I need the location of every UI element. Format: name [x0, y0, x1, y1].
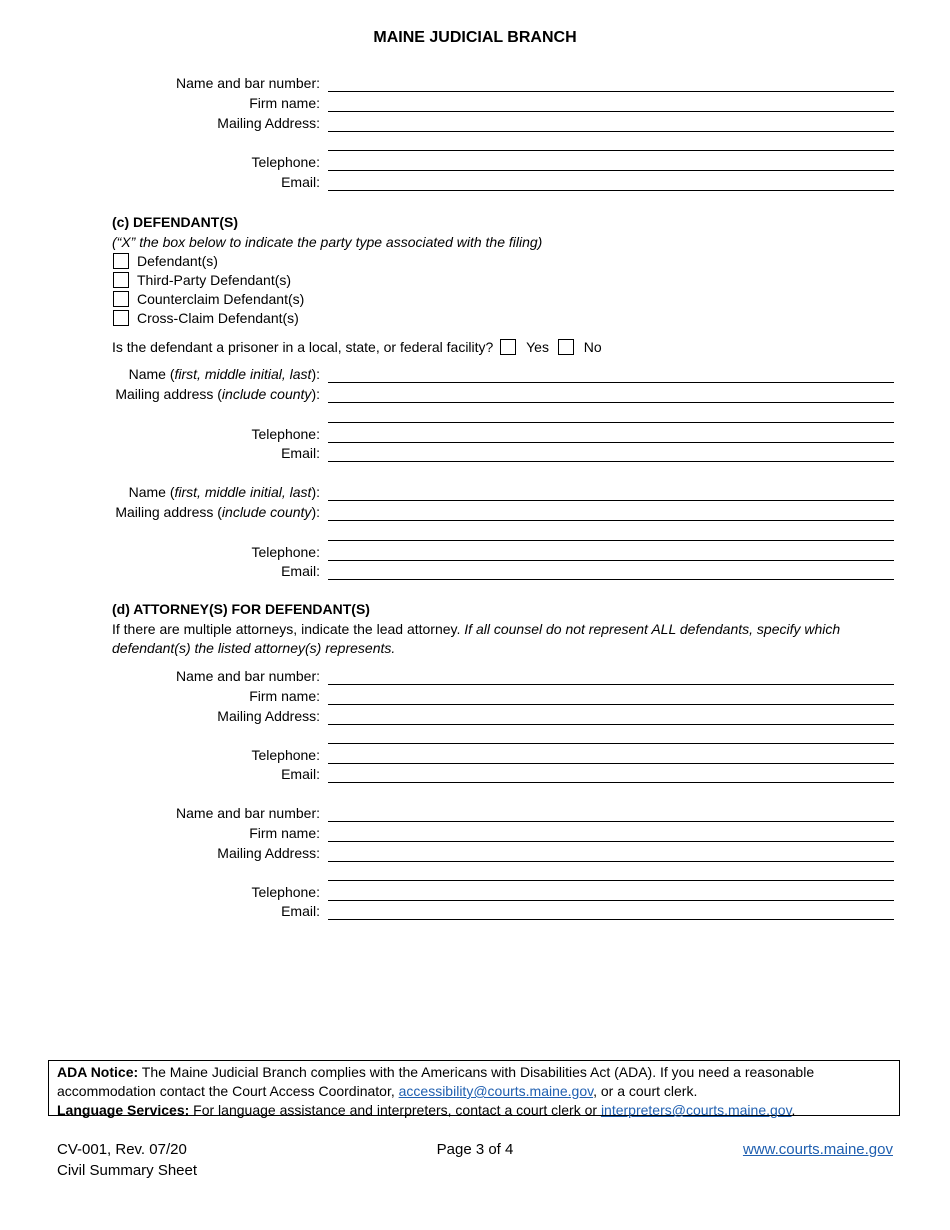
defendant-checkbox[interactable]: [113, 253, 129, 269]
def-attorney-1-name-bar-label: Name and bar number:: [176, 668, 320, 684]
def-attorney-1-mailing-field-2[interactable]: [328, 743, 894, 744]
defendant-2-email-field[interactable]: [328, 579, 894, 580]
defendant-2-telephone-label: Telephone:: [251, 544, 320, 560]
def-attorney-1-email-field[interactable]: [328, 782, 894, 783]
ada-notice-box: [48, 1060, 900, 1116]
page-title: MAINE JUDICIAL BRANCH: [373, 29, 577, 46]
defendant-2-email-label: Email:: [281, 563, 320, 579]
form-name: Civil Summary Sheet: [57, 1162, 198, 1179]
name-bar-label: Name and bar number:: [176, 75, 320, 91]
telephone-label: Telephone:: [251, 154, 320, 170]
def-attorney-2-email-label: Email:: [281, 903, 320, 919]
def-attorney-2-mailing-field-2[interactable]: [328, 880, 894, 881]
def-attorney-2-name-bar-field[interactable]: [328, 821, 894, 822]
defendant-type-row: Defendant(s): [113, 252, 218, 270]
counterclaim-defendant-row: Counterclaim Defendant(s): [113, 290, 304, 308]
cross-claim-defendant-row: Cross-Claim Defendant(s): [113, 309, 299, 327]
defendant-1-mailing-field[interactable]: [328, 402, 894, 403]
firm-name-field[interactable]: [328, 111, 894, 112]
interpreters-email-link[interactable]: interpreters@courts.maine.gov: [600, 1102, 792, 1118]
def-attorney-1-email-label: Email:: [281, 766, 320, 782]
def-attorney-2-telephone-field[interactable]: [328, 900, 894, 901]
name-bar-field[interactable]: [328, 91, 894, 92]
website-link[interactable]: www.courts.maine.gov: [742, 1141, 893, 1158]
def-attorney-2-mailing-label: Mailing Address:: [217, 845, 320, 861]
defendant-1-email-label: Email:: [281, 445, 320, 461]
defendant-2-mailing-label: Mailing address (include county):: [115, 504, 320, 520]
def-attorney-1-name-bar-field[interactable]: [328, 684, 894, 685]
def-attorney-2-name-bar-label: Name and bar number:: [176, 805, 320, 821]
defendants-instruction: (“X” the box below to indicate the party type associated with the filing): [112, 234, 543, 250]
mailing-address-field[interactable]: [328, 131, 894, 132]
mailing-address-field-2[interactable]: [328, 150, 894, 151]
third-party-defendant-checkbox[interactable]: [113, 272, 129, 288]
email-field[interactable]: [328, 190, 894, 191]
defendant-2-mailing-field[interactable]: [328, 520, 894, 521]
def-attorney-1-mailing-label: Mailing Address:: [217, 708, 320, 724]
defendant-2-name-field[interactable]: [328, 500, 894, 501]
defendant-2-name-label: Name (first, middle initial, last):: [128, 484, 320, 500]
def-attorney-2-mailing-field[interactable]: [328, 861, 894, 862]
ada-notice-line-1: ADA Notice: The Maine Judicial Branch complies with the Americans with Disabilities Act (ADA). If you need a reasonable: [57, 1064, 815, 1080]
defendant-2-mailing-field-2[interactable]: [328, 540, 894, 541]
website-link-wrap: [743, 1139, 893, 1160]
defendant-attorneys-instruction-1: If there are multiple attorneys, indicate the lead attorney. If all counsel do not represent ALL defendants, specify which: [112, 621, 841, 637]
defendant-1-telephone-field[interactable]: [328, 442, 894, 443]
defendant-1-telephone-label: Telephone:: [251, 426, 320, 442]
prisoner-no-checkbox[interactable]: [558, 339, 574, 355]
defendant-1-mailing-field-2[interactable]: [328, 422, 894, 423]
accessibility-email-link[interactable]: accessibility@courts.maine.gov: [398, 1083, 594, 1099]
firm-name-label: Firm name:: [249, 95, 320, 111]
email-label: Email:: [281, 174, 320, 190]
def-attorney-2-email-field[interactable]: [328, 919, 894, 920]
cross-claim-defendant-checkbox[interactable]: [113, 310, 129, 326]
defendant-1-mailing-label: Mailing address (include county):: [115, 386, 320, 402]
defendant-attorneys-heading: (d) ATTORNEY(S) FOR DEFENDANT(S): [112, 601, 370, 617]
defendant-1-name-label: Name (first, middle initial, last):: [128, 366, 320, 382]
def-attorney-1-firm-field[interactable]: [328, 704, 894, 705]
defendant-attorneys-instruction-2: defendant(s) the listed attorney(s) represents.: [112, 640, 396, 656]
defendants-heading: (c) DEFENDANT(S): [112, 214, 238, 230]
defendant-1-email-field[interactable]: [328, 461, 894, 462]
mailing-address-label: Mailing Address:: [217, 115, 320, 131]
page-number: Page 3 of 4: [436, 1141, 514, 1158]
ada-notice-line-2: accommodation contact the Court Access Coordinator, accessibility@courts.maine.gov, or a court clerk.: [57, 1083, 698, 1099]
prisoner-yes-checkbox[interactable]: [500, 339, 516, 355]
def-attorney-1-firm-label: Firm name:: [249, 688, 320, 704]
def-attorney-2-firm-field[interactable]: [328, 841, 894, 842]
form-id: CV-001, Rev. 07/20: [57, 1141, 187, 1158]
def-attorney-1-telephone-field[interactable]: [328, 763, 894, 764]
language-services-line: Language Services: For language assistance and interpreters, contact a court clerk or interpreters@courts.maine.gov.: [57, 1102, 796, 1118]
def-attorney-1-telephone-label: Telephone:: [251, 747, 320, 763]
def-attorney-2-telephone-label: Telephone:: [251, 884, 320, 900]
defendant-2-telephone-field[interactable]: [328, 560, 894, 561]
prisoner-question: Is the defendant a prisoner in a local, state, or federal facility? Yes No: [112, 339, 602, 355]
def-attorney-1-mailing-field[interactable]: [328, 724, 894, 725]
counterclaim-defendant-checkbox[interactable]: [113, 291, 129, 307]
third-party-defendant-row: Third-Party Defendant(s): [113, 271, 291, 289]
defendant-1-name-field[interactable]: [328, 382, 894, 383]
telephone-field[interactable]: [328, 170, 894, 171]
def-attorney-2-firm-label: Firm name:: [249, 825, 320, 841]
